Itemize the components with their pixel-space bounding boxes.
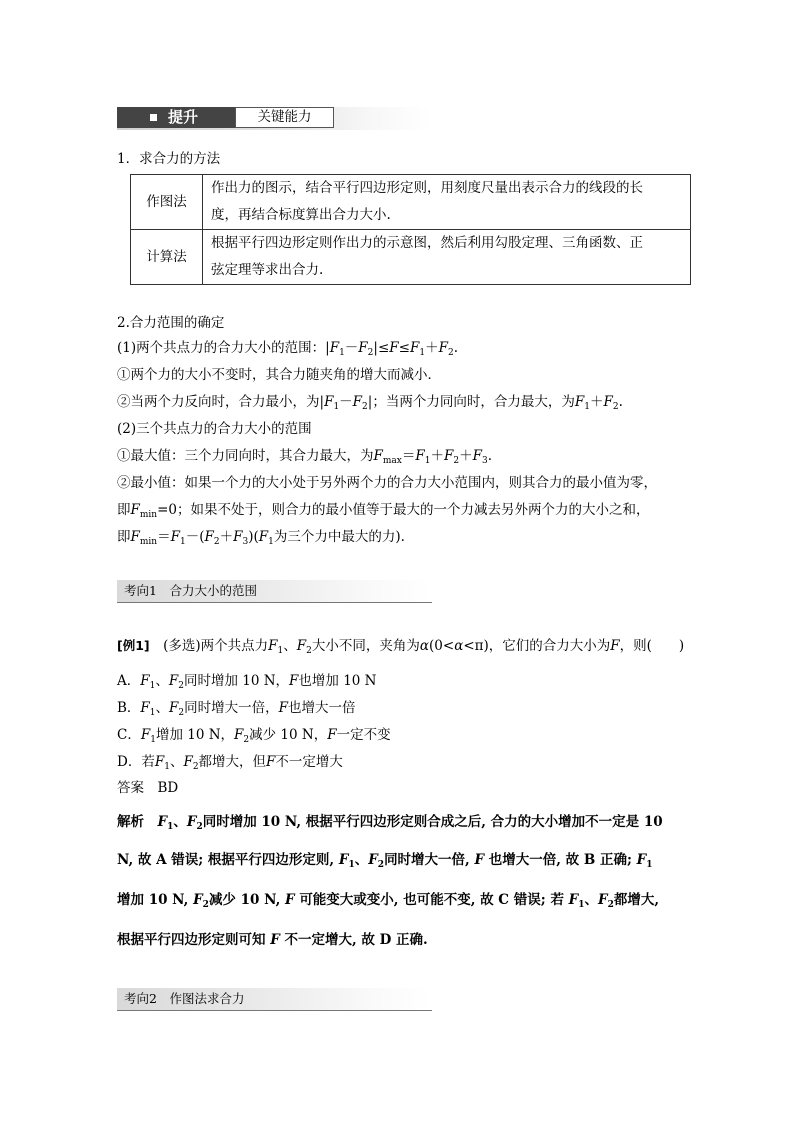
methods-table [130,174,691,285]
range-line: (2)三个共点力的合力大小的范围 [117,421,312,437]
section-subtitle: 关键能力 [257,109,312,125]
range-heading: 2.合力范围的确定 [117,315,225,331]
solution-line: N, 故 A 错误; 根据平行四边形定则, $F_1$、$F_2$同时增大一倍, F 也增大一倍, 故 B 正确; $F_1$ [117,852,653,870]
solution-line: 根据平行四边形定则可知 F 不一定增大, 故 D 正确. [117,932,428,948]
method-desc [203,230,691,285]
table-row [131,175,691,230]
table-row [131,230,691,285]
method-desc-line: 度，再结合标度算出合力大小. [211,207,391,223]
topic-label: 考向1 合力大小的范围 [124,583,257,598]
method-desc-line: 根据平行四边形定则作出力的示意图，然后利用勾股定理、三角函数、正 [211,235,643,251]
range-line: ①最大值：三个力同向时，其合力最大，为$F_{max}=F_1+F_2+F_3$. [117,448,492,466]
methods-heading: 1．求合力的方法 [117,151,221,167]
range-line: 即$F_{min}=0$；如果不处于，则合力的最小值等于最大的一个力减去另外两个力的大小之和， [117,502,650,520]
range-line: 即$F_{min}=F_1-(F_2+F_3)(F_1$为三个力中最大的力). [117,529,405,547]
section-title: 提升 [168,108,199,126]
option-c: C．$F_1$增加 10 N，$F_2$减少 10 N，F一定不变 [117,727,391,745]
range-line: (1)两个共点力的合力大小的范围：$|F_1-F_2|\le F\le F_1+F_2$. [117,340,458,358]
method-desc-line: 弦定理等求出合力. [211,262,324,278]
method-desc-line: 作出力的图示，结合平行四边形定则，用刻度尺量出表示合力的线段的长 [211,180,643,196]
range-line: ①两个力的大小不变时，其合力随夹角的增大而减小． [117,367,441,383]
method-name: 作图法 [131,175,203,230]
topic-underline [117,1010,432,1011]
method-desc [203,175,691,230]
solution-line: 增加 10 N, $F_2$减少 10 N, F 可能变大或变小, 也可能不变, 故 C 错误; 若 $F_1$、$F_2$都增大, [117,892,660,910]
range-line: ②当两个力反向时，合力最小，为$|F_1-F_2|$；当两个力同向时，合力最大，为$F_1+F_2$. [117,394,623,412]
answer: 答案 BD [117,780,179,796]
method-name: 计算法 [131,230,203,285]
range-line: ②最小值：如果一个力的大小处于另外两个力的合力大小范围内，则其合力的最小值为零， [117,475,657,491]
topic-label: 考向2 作图法求合力 [124,991,245,1006]
solution-line: 解析 $F_1$、$F_2$同时增加 10 N, 根据平行四边形定则合成之后, 合力的大小增加不一定是 10 [117,814,663,832]
topic-underline [117,602,432,603]
option-a: A．$F_1$、$F_2$同时增加 10 N，F也增加 10 N [117,673,377,691]
square-bullet-icon [150,114,157,121]
option-d: D．若$F_1$、$F_2$都增大，但F不一定增大 [117,754,343,772]
option-b: B．$F_1$、$F_2$同时增大一倍，F也增大一倍 [117,700,356,718]
example-stem: [例1] (多选)两个共点力$F_1$、$F_2$大小不同，夹角为α(0<α<π)，它们的合力大小为F，则( ) [117,638,685,656]
